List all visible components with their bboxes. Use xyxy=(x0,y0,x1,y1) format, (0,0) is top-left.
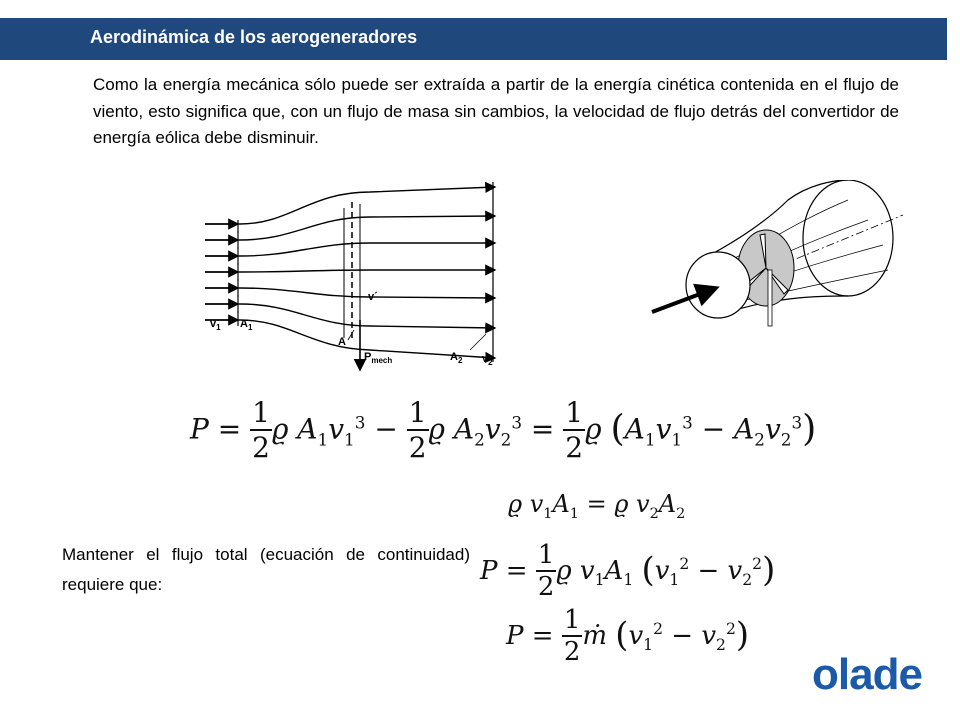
streamlines xyxy=(205,187,495,358)
label-v-prime: v´ xyxy=(368,291,378,303)
label-a1: $A_1$ xyxy=(240,318,253,332)
outlet-ellipse xyxy=(803,180,893,296)
title-bar-edge xyxy=(947,18,960,60)
power-equation: P = $\frac{1}{2}$ ϱ $A_1v_1^3$ − $\frac{1}{2}$ ϱ $A_2v_2^3$ = $\frac{1}{2}$ ϱ $(A_1v_1^3 - A_2v_2^3)$ xyxy=(190,396,817,464)
inlet-ellipse xyxy=(686,252,750,318)
label-v1: $v_1$ xyxy=(210,318,221,332)
inlet-arrows xyxy=(205,224,238,320)
streamtube-diagram xyxy=(200,180,510,375)
olade-logo: olade xyxy=(812,650,922,699)
page-title: Aerodinámica de los aerogeneradores xyxy=(90,27,418,47)
continuity-paragraph: Mantener el flujo total (ecuación de continuidad) requiere que: xyxy=(62,545,470,594)
intro-paragraph: Como la energía mecánica sólo puede ser extraída a partir de la energía cinética contenida en el flujo de viento, esto significa que, con un flujo de masa sin cambios, la velocidad de flujo detrás del convertidor de energía eólica debe disminuir. xyxy=(93,75,899,147)
power-velocity-equation: P = $\frac{1}{2}$ ϱ $v_1A_1$ $(v_1^2 - v_2^2)$ xyxy=(480,540,776,602)
tower xyxy=(768,270,772,326)
label-a2: $A_2$ xyxy=(450,351,463,365)
perspective-rotor-diagram xyxy=(648,180,908,330)
label-v2: $v_2$ xyxy=(482,353,493,367)
title-bar xyxy=(0,18,960,60)
label-a: A xyxy=(338,336,346,348)
continuity-equation: ϱ $v_1A_1 = ϱ$ $v_2A_2$ xyxy=(508,490,686,522)
label-pmech: $P_{mech}$ xyxy=(364,351,393,365)
power-massflow-equation: P = $\frac{1}{2}$ ṁ $(v_1^2 - v_2^2)$ xyxy=(506,605,750,667)
